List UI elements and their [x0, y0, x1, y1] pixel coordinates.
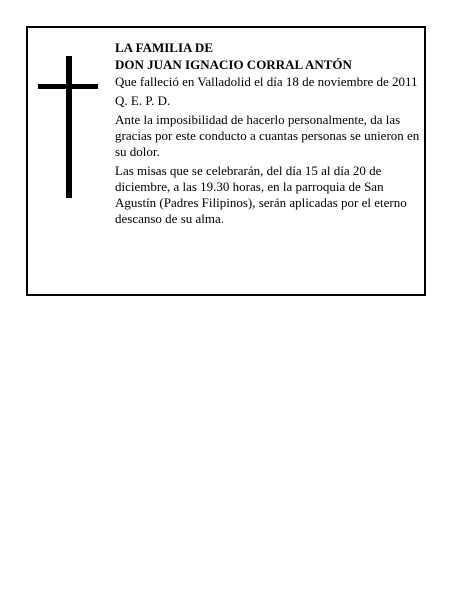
cross-vertical-bar: [66, 56, 72, 198]
obituary-notice: [26, 26, 426, 296]
heading-family: LA FAMILIA DE: [115, 40, 213, 55]
cross-horizontal-bar: [38, 84, 98, 89]
thanks-paragraph: Ante la imposibilidad de hacerlo personalmente, da las gracias por este conducto a cuantas personas se unieron en su dolor.: [115, 112, 420, 159]
rip-paragraph: Q. E. P. D.: [115, 93, 171, 108]
heading-deceased-name: DON JUAN IGNACIO CORRAL ANTÓN: [115, 57, 352, 72]
notice-text: [115, 40, 420, 230]
death-date-paragraph: Que falleció en Valladolid el día 18 de noviembre de 2011: [115, 74, 418, 89]
masses-paragraph: Las misas que se celebrarán, del día 15 al día 20 de diciembre, a las 19.30 horas, en la parroquia de San Agustín (Padres Filipinos), serán aplicadas por el eterno descanso de su alma.: [115, 163, 407, 226]
